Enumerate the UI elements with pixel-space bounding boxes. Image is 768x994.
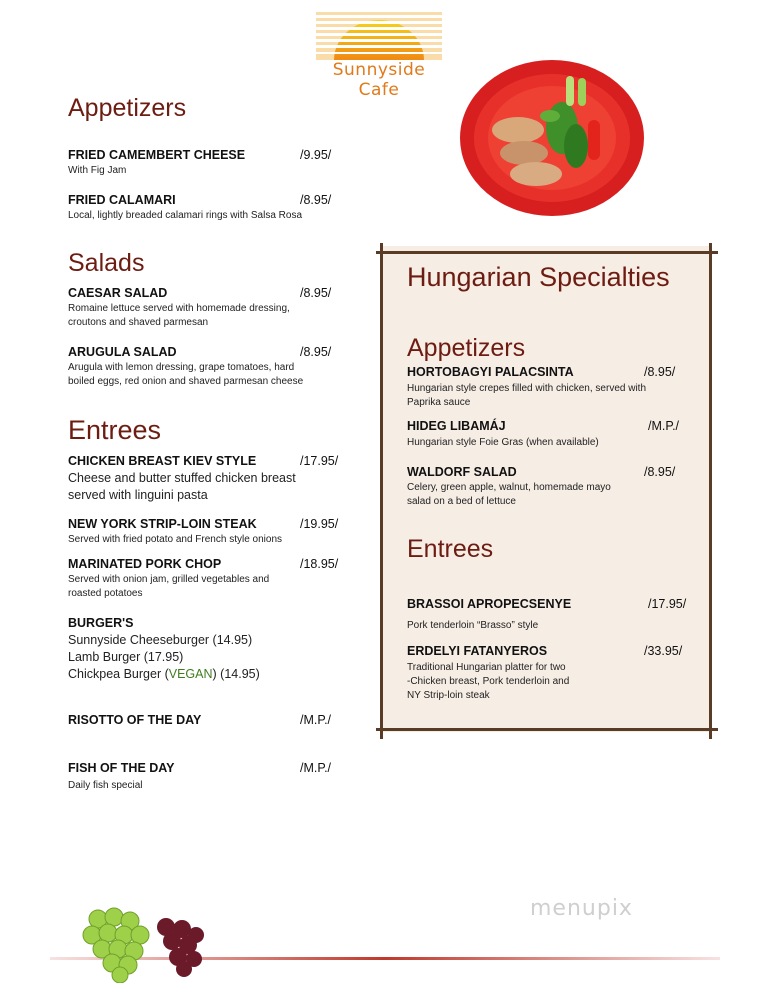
item-name: BURGER'S [68, 616, 134, 630]
item-price: /17.95/ [300, 454, 339, 468]
item-name: ERDELYI FATANYEROS [407, 644, 548, 658]
sunnyside-cafe-logo [316, 12, 442, 100]
item-name: HIDEG LIBAMÁJ [407, 419, 506, 433]
frame-top [376, 251, 718, 254]
sunset-icon [316, 12, 442, 62]
item-name: NEW YORK STRIP-LOIN STEAK [68, 517, 257, 531]
item-desc: Served with fried potato and French style onions [68, 534, 283, 545]
item-name: CAESAR SALAD [68, 286, 168, 300]
menupix-watermark: menupix [530, 896, 633, 921]
item-desc: Pork tenderloin “Brasso” style [407, 620, 539, 631]
item-name: FRIED CALAMARI [68, 193, 176, 207]
item-name: BRASSOI APROPECSENYE [407, 597, 572, 611]
item-price: /9.95/ [300, 148, 332, 162]
item-desc: NY Strip-loin steak [407, 690, 490, 701]
frame-right [709, 243, 712, 739]
item-price: /M.P./ [300, 761, 332, 775]
vegan-label: VEGAN [168, 667, 213, 681]
food-plate-image [458, 58, 646, 218]
specialties-appetizers-heading: Appetizers [407, 334, 526, 362]
item-price: /8.95/ [644, 365, 676, 379]
specialties-title: Hungarian Specialties [407, 262, 670, 292]
item-desc: Daily fish special [68, 780, 143, 791]
item-desc: croutons and shaved parmesan [68, 317, 209, 328]
item-price: /19.95/ [300, 517, 339, 531]
item-name: CHICKEN BREAST KIEV STYLE [68, 454, 257, 468]
item-desc: roasted potatoes [68, 588, 143, 599]
specialties-entrees-heading: Entrees [407, 535, 494, 563]
item-price: /8.95/ [300, 286, 332, 300]
item-desc: -Chicken breast, Pork tenderloin and [407, 676, 570, 687]
item-price: /M.P./ [648, 419, 680, 433]
item-name: MARINATED PORK CHOP [68, 557, 222, 571]
item-desc: Romaine lettuce served with homemade dressing, [68, 303, 290, 314]
item-desc: served with linguini pasta [68, 488, 208, 502]
item-price: /8.95/ [644, 465, 676, 479]
brand-name: Sunnyside Cafe [332, 60, 426, 100]
item-name: FISH OF THE DAY [68, 761, 175, 775]
item-price: /M.P./ [300, 713, 332, 727]
item-name: RISOTTO OF THE DAY [68, 713, 202, 727]
item-desc: Paprika sauce [407, 397, 471, 408]
item-name: WALDORF SALAD [407, 465, 517, 479]
item-name: HORTOBAGYI PALACSINTA [407, 365, 574, 379]
item-price: /33.95/ [644, 644, 683, 658]
grapes-image [74, 905, 214, 983]
item-desc: salad on a bed of lettuce [407, 496, 516, 507]
burger-line: Chickpea Burger (VEGAN) (14.95) [68, 667, 260, 681]
appetizers-heading: Appetizers [68, 94, 187, 122]
item-desc: Celery, green apple, walnut, homemade mayo [407, 482, 611, 493]
item-name: ARUGULA SALAD [68, 345, 177, 359]
frame-left [380, 243, 383, 739]
item-desc: Arugula with lemon dressing, grape tomatoes, hard [68, 362, 295, 373]
burger-line: Lamb Burger (17.95) [68, 650, 184, 664]
item-desc: Served with onion jam, grilled vegetables and [68, 574, 270, 585]
burger-line: Sunnyside Cheeseburger (14.95) [68, 633, 253, 647]
item-price: /8.95/ [300, 345, 332, 359]
item-desc: Hungarian style Foie Gras (when available) [407, 437, 599, 448]
salads-heading: Salads [68, 249, 145, 277]
item-price: /18.95/ [300, 557, 339, 571]
frame-bottom [376, 728, 718, 731]
item-name: FRIED CAMEMBERT CHEESE [68, 148, 246, 162]
item-desc: Local, lightly breaded calamari rings with Salsa Rosa [68, 210, 303, 221]
item-desc: Cheese and butter stuffed chicken breast [68, 471, 296, 485]
item-desc: boiled eggs, red onion and shaved parmesan cheese [68, 376, 304, 387]
entrees-heading: Entrees [68, 415, 162, 445]
item-desc: With Fig Jam [68, 165, 127, 176]
item-desc: Traditional Hungarian platter for two [407, 662, 566, 673]
item-price: /8.95/ [300, 193, 332, 207]
item-price: /17.95/ [648, 597, 687, 611]
item-desc: Hungarian style crepes filled with chicken, served with [407, 383, 646, 394]
